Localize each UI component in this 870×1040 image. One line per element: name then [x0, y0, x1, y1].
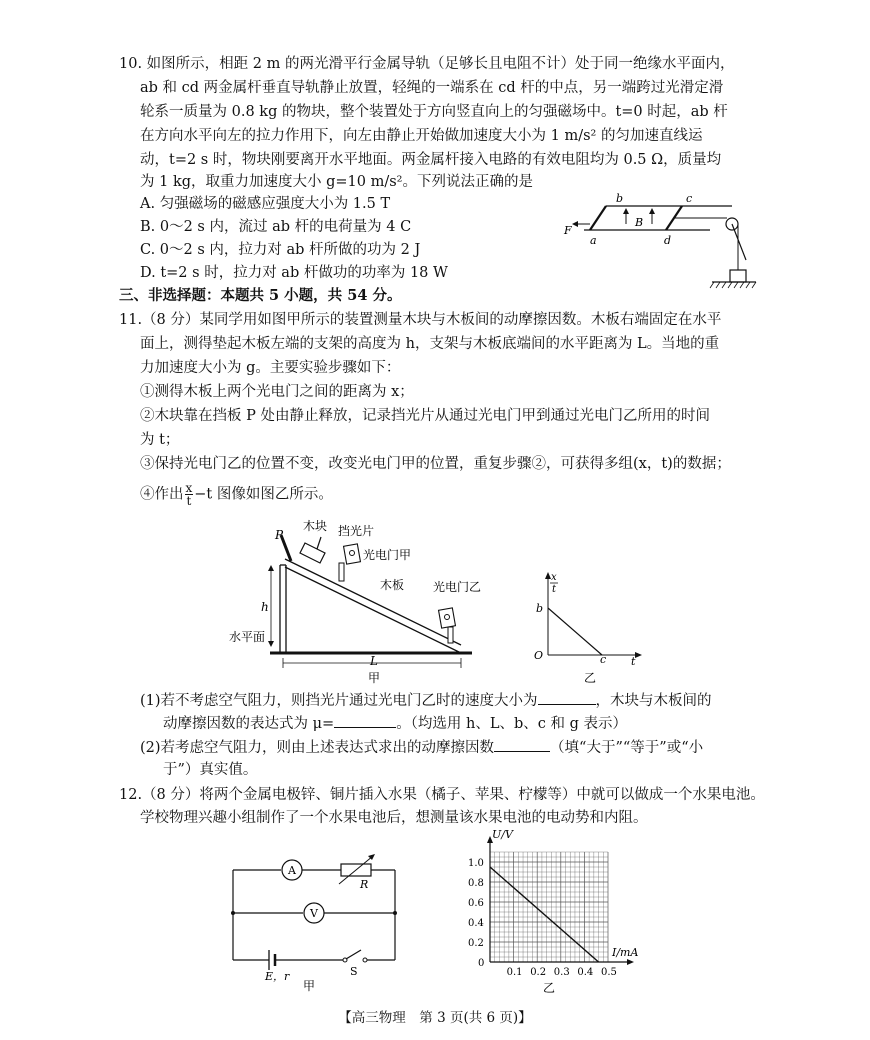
q11-figure-yi	[530, 570, 650, 685]
label-b-intercept: b	[536, 602, 544, 615]
answer-blank-2[interactable]	[334, 713, 396, 728]
answer-blank-3[interactable]	[494, 737, 550, 752]
x-tick-label: 0.1	[506, 967, 523, 978]
label-d: d	[664, 234, 672, 247]
q10-line-4: 在方向水平向左的拉力作用下，向左由静止开始做加速度大小为 1 m/s² 的匀加速直线运	[140, 128, 703, 144]
q12-line-1: 12.（8 分）将两个金属电极锌、铜片插入水果（橘子、苹果、柠檬等）中就可以做成一个水果电池。	[119, 787, 765, 803]
label-E-r: E，r	[265, 970, 290, 983]
rod-ab	[590, 206, 606, 230]
label-board: 木板	[380, 578, 405, 592]
series-line	[490, 867, 599, 962]
q10-line-2: ab 和 cd 两金属杆垂直导轨静止放置，轻绳的一端系在 cd 杆的中点，另一端跨过光滑定滑	[140, 80, 724, 96]
q10-line-5: 动，t=2 s 时，物块刚要离开水平地面。两金属杆接入电路的有效电阻均为 0.5 Ω，质量均	[140, 152, 722, 168]
q11-step-3: ③保持光电门乙的位置不变，改变光电门甲的位置，重复步骤②，可获得多组(x，t)的数据；	[140, 456, 731, 472]
caption-circuit-jia: 甲	[303, 979, 316, 993]
q10-rail-figure	[560, 190, 760, 290]
label-F: F	[564, 224, 572, 237]
chart-caption: 乙	[543, 981, 556, 995]
section-3-heading: 三、非选择题：本题共 5 小题，共 54 分。	[119, 287, 402, 304]
axis-y-den: t	[552, 584, 557, 595]
q11-part-2: (2)若考虑空气阻力，则由上述表达式求出的动摩擦因数 （填“大于”“等于”或“小	[140, 737, 703, 758]
label-c: c	[686, 192, 693, 205]
label-c-intercept: c	[600, 653, 607, 666]
q12-circuit	[225, 850, 405, 993]
origin-label: 0	[478, 958, 485, 969]
label-shutter: 挡光片	[338, 524, 375, 538]
q11-line-2: 面上，测得垫起木板左端的支架的高度为 h，支架与木板底端间的水平距离为 L。当地的重	[140, 336, 720, 352]
block-shape	[300, 543, 325, 563]
label-A: A	[288, 864, 296, 877]
label-P: P	[275, 528, 284, 542]
q10-line-3: 轮系一质量为 0.8 kg 的物块，整个装置处于方向竖直向上的匀强磁场中。t=0 时起，ab 杆	[140, 104, 728, 120]
label-a: a	[590, 234, 597, 247]
y-tick-label: 0.2	[468, 938, 484, 949]
label-ground: 水平面	[229, 630, 266, 644]
page-footer: 【高三物理 第 3 页(共 6 页)】	[338, 1010, 532, 1026]
graph-line	[548, 608, 602, 655]
caption-jia: 甲	[368, 671, 381, 685]
label-gate-1: 光电门甲	[363, 548, 412, 562]
q11-part-2b: 于”）真实值。	[163, 762, 258, 778]
q10-line-6: 为 1 kg，取重力加速度大小 g=10 m/s²。下列说法正确的是	[140, 174, 533, 190]
q12-line-2: 学校物理兴趣小组制作了一个水果电池后，想测量该水果电池的电动势和内阻。	[140, 810, 648, 826]
y-tick-label: 0.6	[468, 898, 484, 909]
label-S: S	[350, 965, 358, 978]
label-L: L	[370, 654, 378, 668]
label-h: h	[261, 600, 269, 614]
y-tick-label: 0.8	[468, 878, 484, 889]
label-b: b	[616, 192, 624, 205]
q10-line-1: 10. 如图所示，相距 2 m 的两光滑平行金属导轨（足够长且电阻不计）处于同一绝缘水平面内，	[119, 56, 735, 72]
q11-figure-jia	[225, 515, 485, 685]
chart-x-label: I/mA	[612, 946, 639, 959]
label-t-axis: t	[631, 655, 636, 668]
q11-step-2b: 为 t；	[140, 432, 180, 448]
q10-option-c: C. 0～2 s 内，拉力对 ab 杆所做的功为 2 J	[140, 242, 421, 258]
x-tick-label: 0.5	[601, 967, 617, 978]
q10-option-b: B. 0～2 s 内，流过 ab 杆的电荷量为 4 C	[140, 219, 412, 235]
label-block: 木块	[303, 519, 328, 533]
q11-step-4: ④作出 $\frac{x}{t}$ −t 图像如图乙所示。	[140, 481, 333, 508]
label-gate-2: 光电门乙	[433, 580, 482, 594]
q10-option-a: A. 匀强磁场的磁感应强度大小为 1.5 T	[140, 196, 391, 212]
answer-blank-1[interactable]	[538, 690, 596, 705]
x-axis-arrow	[627, 959, 634, 965]
q11-part-1: (1)若不考虑空气阻力，则挡光片通过光电门乙时的速度大小为 ，木块与木板间的	[140, 690, 712, 711]
q11-part-1b: 动摩擦因数的表达式为 μ= 。（均选用 h、L、b、c 和 g 表示）	[163, 713, 627, 734]
label-O: O	[534, 649, 544, 662]
chart-y-label: U/V	[492, 828, 513, 841]
y-tick-label: 0.4	[468, 918, 484, 929]
q12-ui-chart	[460, 830, 650, 995]
y-tick-label: 1.0	[468, 858, 484, 869]
caption-yi: 乙	[584, 671, 597, 685]
q11-line-3: 力加速度大小为 g。主要实验步骤如下：	[140, 360, 401, 376]
label-B: B	[635, 216, 644, 229]
q11-step-1: ①测得木板上两个光电门之间的距离为 x；	[140, 384, 414, 400]
q10-option-d: D. t=2 s 时，拉力对 ab 杆做功的功率为 18 W	[140, 265, 448, 281]
q11-step-2: ②木块靠在挡板 P 处由静止释放，记录挡光片从通过光电门甲到通过光电门乙所用的时间	[140, 408, 710, 424]
x-tick-label: 0.4	[577, 967, 594, 978]
q11-line-1: 11.（8 分）某同学用如图甲所示的装置测量木块与木板间的动摩擦因数。木板右端固定在水平	[119, 312, 722, 328]
x-tick-label: 0.2	[530, 967, 547, 978]
switch-icon	[346, 950, 361, 959]
label-R: R	[360, 878, 369, 891]
axis-y-num: x	[551, 572, 557, 583]
label-V: V	[310, 907, 318, 920]
x-tick-label: 0.3	[553, 967, 570, 978]
